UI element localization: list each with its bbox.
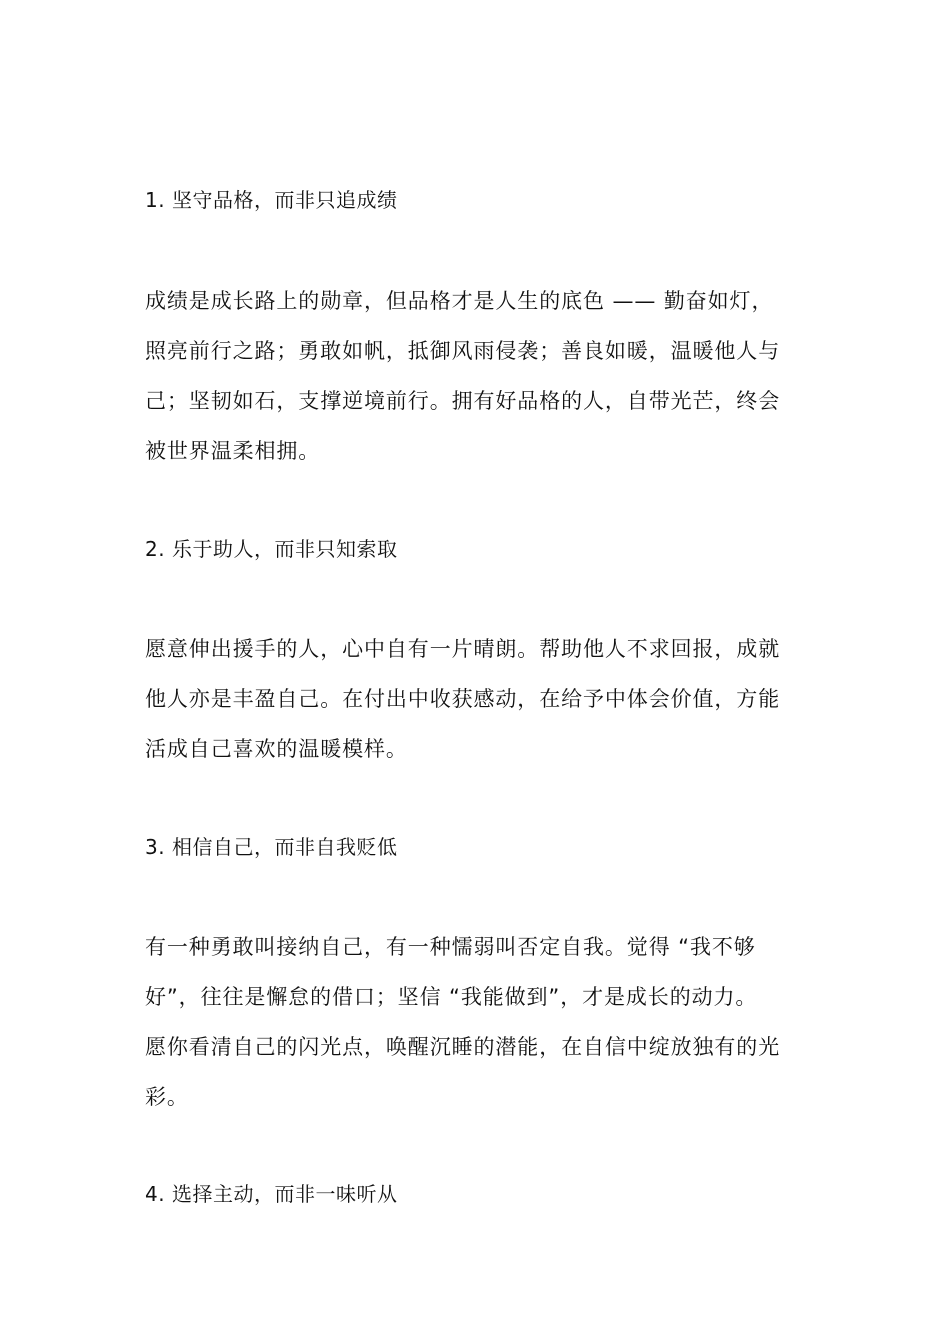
paragraph-line: 照亮前行之路；勇敢如帆，抵御风雨侵袭；善良如暖，温暖他人与: [145, 339, 781, 363]
section-paragraph-1: [145, 288, 810, 488]
section-heading-4: 4. 选择主动，而非一味听从: [145, 1182, 398, 1206]
paragraph-line: 彩。: [145, 1085, 189, 1109]
paragraph-line: 有一种勇敢叫接纳自己，有一种懦弱叫否定自我。觉得 “我不够: [145, 935, 756, 959]
paragraph-line: 好”，往往是懈怠的借口；坚信 “我能做到”，才是成长的动力。: [145, 985, 758, 1009]
paragraph-line: 成绩是成长路上的勋章，但品格才是人生的底色 —— 勤奋如灯，: [145, 289, 774, 313]
paragraph-line: 愿你看清自己的闪光点，唤醒沉睡的潜能，在自信中绽放独有的光: [145, 1035, 781, 1059]
section-heading-2: 2. 乐于助人，而非只知索取: [145, 537, 398, 561]
paragraph-line: 被世界温柔相拥。: [145, 439, 321, 463]
paragraph-line: 活成自己喜欢的温暖模样。: [145, 737, 408, 761]
paragraph-line: 他人亦是丰盈自己。在付出中收获感动，在给予中体会价值，方能: [145, 687, 781, 711]
section-heading-1: 1. 坚守品格，而非只追成绩: [145, 188, 398, 212]
paragraph-line: 己；坚韧如石，支撑逆境前行。拥有好品格的人，自带光芒，终会: [145, 389, 781, 413]
section-paragraph-2: [145, 636, 810, 786]
paragraph-line: 愿意伸出援手的人，心中自有一片晴朗。帮助他人不求回报，成就: [145, 637, 781, 661]
section-heading-3: 3. 相信自己，而非自我贬低: [145, 835, 398, 859]
section-paragraph-3: [145, 934, 810, 1134]
